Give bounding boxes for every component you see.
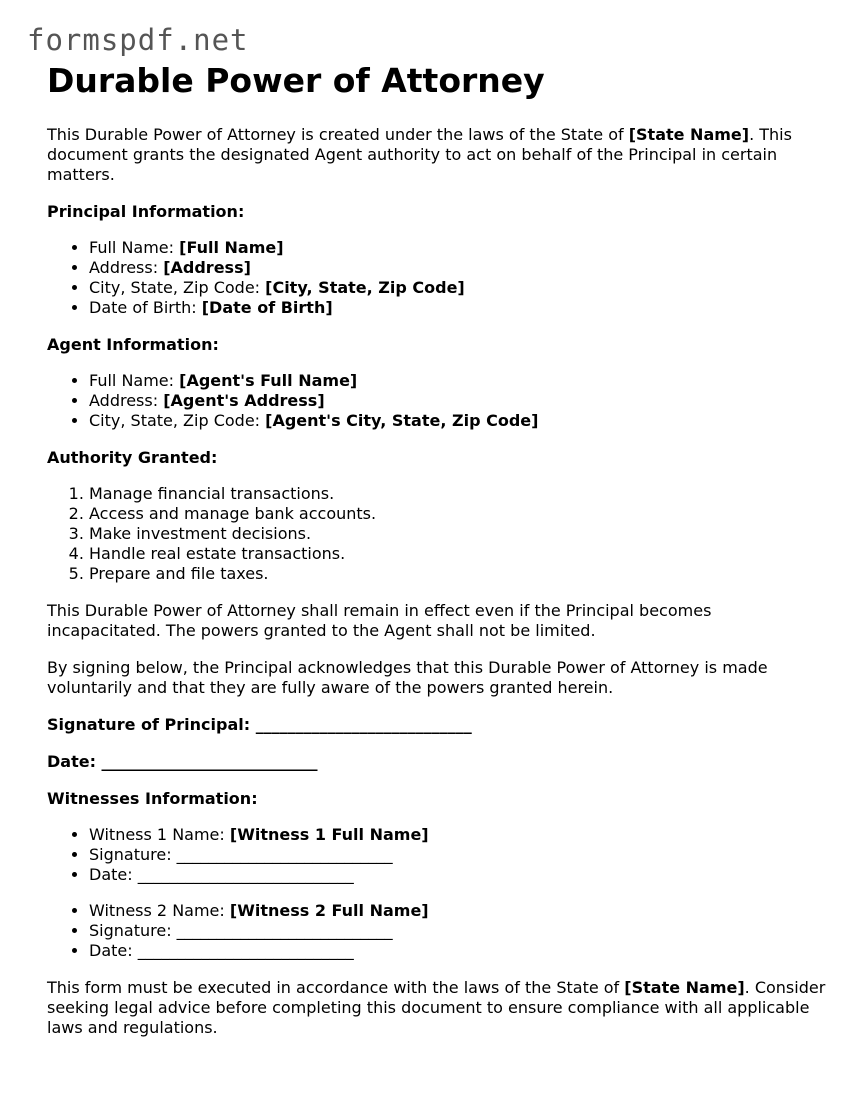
- agent-heading: Agent Information:: [47, 335, 219, 354]
- intro-text-after: . This document grants the designated Agent authority to act on behalf of the Principal in certain matters.: [47, 125, 792, 184]
- field-label: Full Name:: [89, 371, 180, 390]
- closing-text-after: . Consider seeking legal advice before completing this document to ensure compliance with all applicable laws and regulations.: [47, 978, 826, 1037]
- field-label: Witness 2 Name:: [89, 901, 230, 920]
- intro-paragraph: [47, 125, 827, 185]
- list-item: 1. Manage financial transactions.: [89, 484, 827, 504]
- witness-1-date-line: • Date: ___________________________: [89, 865, 827, 885]
- list-item: [89, 391, 827, 411]
- list-item: [89, 371, 827, 391]
- field-label: Full Name:: [89, 238, 180, 257]
- witness-1-signature-line: • Signature: ___________________________: [89, 845, 827, 865]
- field-placeholder: [Address]: [163, 258, 251, 277]
- list-item: 3. Make investment decisions.: [89, 524, 827, 544]
- field-label: Witness 1 Name:: [89, 825, 230, 844]
- principal-list: [47, 238, 827, 318]
- witnesses-heading: Witnesses Information:: [47, 789, 258, 808]
- closing-state-placeholder: [State Name]: [624, 978, 745, 997]
- intro-text-before: This Durable Power of Attorney is created under the laws of the State of: [47, 125, 629, 144]
- field-label: City, State, Zip Code:: [89, 411, 266, 430]
- witness-2-list: [47, 901, 827, 961]
- principal-signature-line: Signature of Principal: ___________________________: [47, 715, 472, 734]
- authority-list: [47, 484, 827, 584]
- field-label: Address:: [89, 391, 164, 410]
- witness-2-signature-line: • Signature: ___________________________: [89, 921, 827, 941]
- field-placeholder: [Agent's Full Name]: [179, 371, 358, 390]
- field-label: Address:: [89, 258, 164, 277]
- witness-1-list: [47, 825, 827, 885]
- acknowledge-paragraph: By signing below, the Principal acknowledges that this Durable Power of Attorney is made voluntarily and that they are fully aware of the powers granted herein.: [47, 658, 768, 697]
- list-item: [89, 825, 827, 845]
- agent-list: [47, 371, 827, 431]
- document-title: Durable Power of Attorney: [47, 61, 545, 100]
- list-item: [89, 298, 827, 318]
- field-placeholder: [City, State, Zip Code]: [265, 278, 465, 297]
- field-placeholder: [Witness 2 Full Name]: [229, 901, 429, 920]
- closing-text-before: This form must be executed in accordance with the laws of the State of: [47, 978, 625, 997]
- list-item: 2. Access and manage bank accounts.: [89, 504, 827, 524]
- authority-heading: Authority Granted:: [47, 448, 218, 467]
- list-item: [89, 411, 827, 431]
- witness-2-date-line: • Date: ___________________________: [89, 941, 827, 961]
- closing-paragraph: [47, 978, 827, 1038]
- field-label: City, State, Zip Code:: [89, 278, 266, 297]
- field-placeholder: [Agent's City, State, Zip Code]: [265, 411, 539, 430]
- list-item: [89, 901, 827, 921]
- list-item: 5. Prepare and file taxes.: [89, 564, 827, 584]
- field-label: Date of Birth:: [89, 298, 202, 317]
- durability-paragraph: This Durable Power of Attorney shall remain in effect even if the Principal becomes incapacitated. The powers granted to the Agent shall not be limited.: [47, 601, 712, 640]
- field-placeholder: [Date of Birth]: [201, 298, 333, 317]
- principal-heading: Principal Information:: [47, 202, 245, 221]
- list-item: 4. Handle real estate transactions.: [89, 544, 827, 564]
- watermark: formspdf.net: [27, 23, 249, 57]
- list-item: [89, 238, 827, 258]
- principal-date-line: Date: ___________________________: [47, 752, 318, 771]
- document-body: [47, 62, 827, 1055]
- list-item: [89, 278, 827, 298]
- field-placeholder: [Full Name]: [179, 238, 284, 257]
- field-placeholder: [Witness 1 Full Name]: [229, 825, 429, 844]
- list-item: [89, 258, 827, 278]
- intro-state-placeholder: [State Name]: [628, 125, 750, 144]
- field-placeholder: [Agent's Address]: [163, 391, 325, 410]
